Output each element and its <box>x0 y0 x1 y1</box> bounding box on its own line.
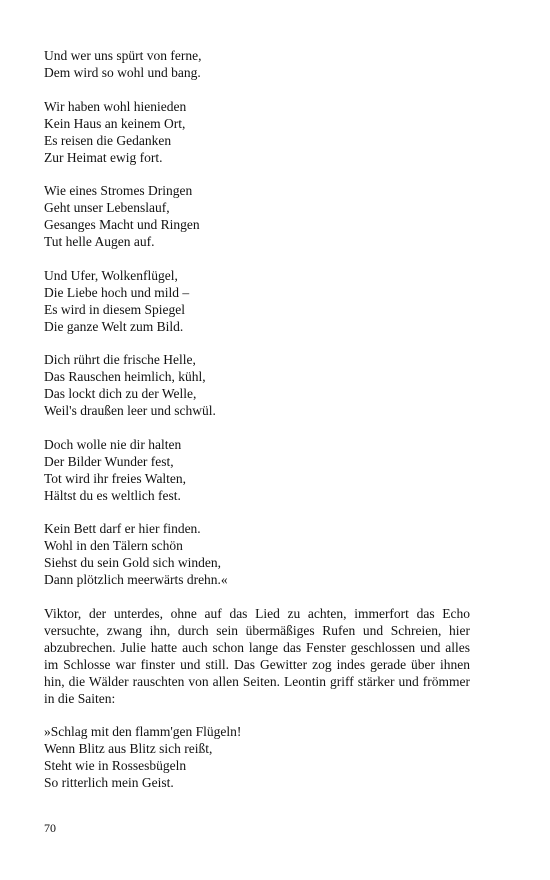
verse-line: Das lockt dich zu der Welle, <box>44 386 197 401</box>
verse-line: Doch wolle nie dir halten <box>44 436 182 452</box>
verse-line: Siehst du sein Gold sich winden, <box>44 555 221 570</box>
verse-line: Tut helle Augen auf. <box>44 234 155 249</box>
verse-line: Die ganze Welt zum Bild. <box>44 318 184 334</box>
verse-line: Wir haben wohl hienieden <box>44 98 187 114</box>
verse-line: Zur Heimat ewig fort. <box>44 149 163 165</box>
verse-line: Dann plötzlich meerwärts drehn.« <box>44 572 228 587</box>
stanza-3 <box>44 182 470 250</box>
verse-line: Gesanges Macht und Ringen <box>44 217 200 232</box>
verse-line: Das Rauschen heimlich, kühl, <box>44 369 206 384</box>
verse-line: Es reisen die Gedanken <box>44 132 172 148</box>
verse-line: So ritterlich mein Geist. <box>44 775 174 790</box>
verse-line: Der Bilder Wunder fest, <box>44 453 174 469</box>
stanza-7 <box>44 520 470 588</box>
stanza-final <box>44 723 470 791</box>
stanza-2 <box>44 98 470 166</box>
verse-line: Kein Bett darf er hier finden. <box>44 521 201 536</box>
verse-line: Dich rührt die frische Helle, <box>44 352 196 367</box>
verse-line: Tot wird ihr freies Walten, <box>44 470 187 486</box>
verse-line: Wohl in den Tälern schön <box>44 538 183 553</box>
verse-line: Wenn Blitz aus Blitz sich reißt, <box>44 741 213 756</box>
stanza-4 <box>44 267 470 335</box>
verse-line: Wie eines Stromes Dringen <box>44 183 193 198</box>
page-body <box>44 47 470 808</box>
verse-line: »Schlag mit den flamm'gen Flügeln! <box>44 724 242 739</box>
verse-line: Die Liebe hoch und mild – <box>44 284 190 300</box>
verse-line: Es wird in diesem Spiegel <box>44 301 185 317</box>
page-number: 70 <box>44 821 56 835</box>
verse-line: Hältst du es weltlich fest. <box>44 487 181 503</box>
stanza-1 <box>44 47 470 81</box>
prose-paragraph: Viktor, der unterdes, ohne auf das Lied zu achten, immerfort das Echo versuchte, zwang ihn, durch sein übermäßiges Rufen und Schreien, hier abzubrechen. Julie hatte auch schon lange das Fenster geschlossen und alles im Schlosse war finster und still. Das Gewitter zog indes gerade über ihnen hin, die Wälder rauschten von allen Seiten. Leontin griff stärker und frömmer in die Saiten: <box>44 605 470 706</box>
verse-line: Geht unser Lebenslauf, <box>44 200 170 215</box>
verse-line: Und wer uns spürt von ferne, <box>44 48 202 63</box>
stanza-6 <box>44 436 470 504</box>
verse-line: Und Ufer, Wolkenflügel, <box>44 267 178 283</box>
verse-line: Steht wie in Rossesbügeln <box>44 758 187 773</box>
verse-line: Dem wird so wohl und bang. <box>44 65 201 80</box>
verse-line: Kein Haus an keinem Ort, <box>44 115 186 131</box>
stanza-5 <box>44 351 470 419</box>
verse-line: Weil's draußen leer und schwül. <box>44 403 216 418</box>
